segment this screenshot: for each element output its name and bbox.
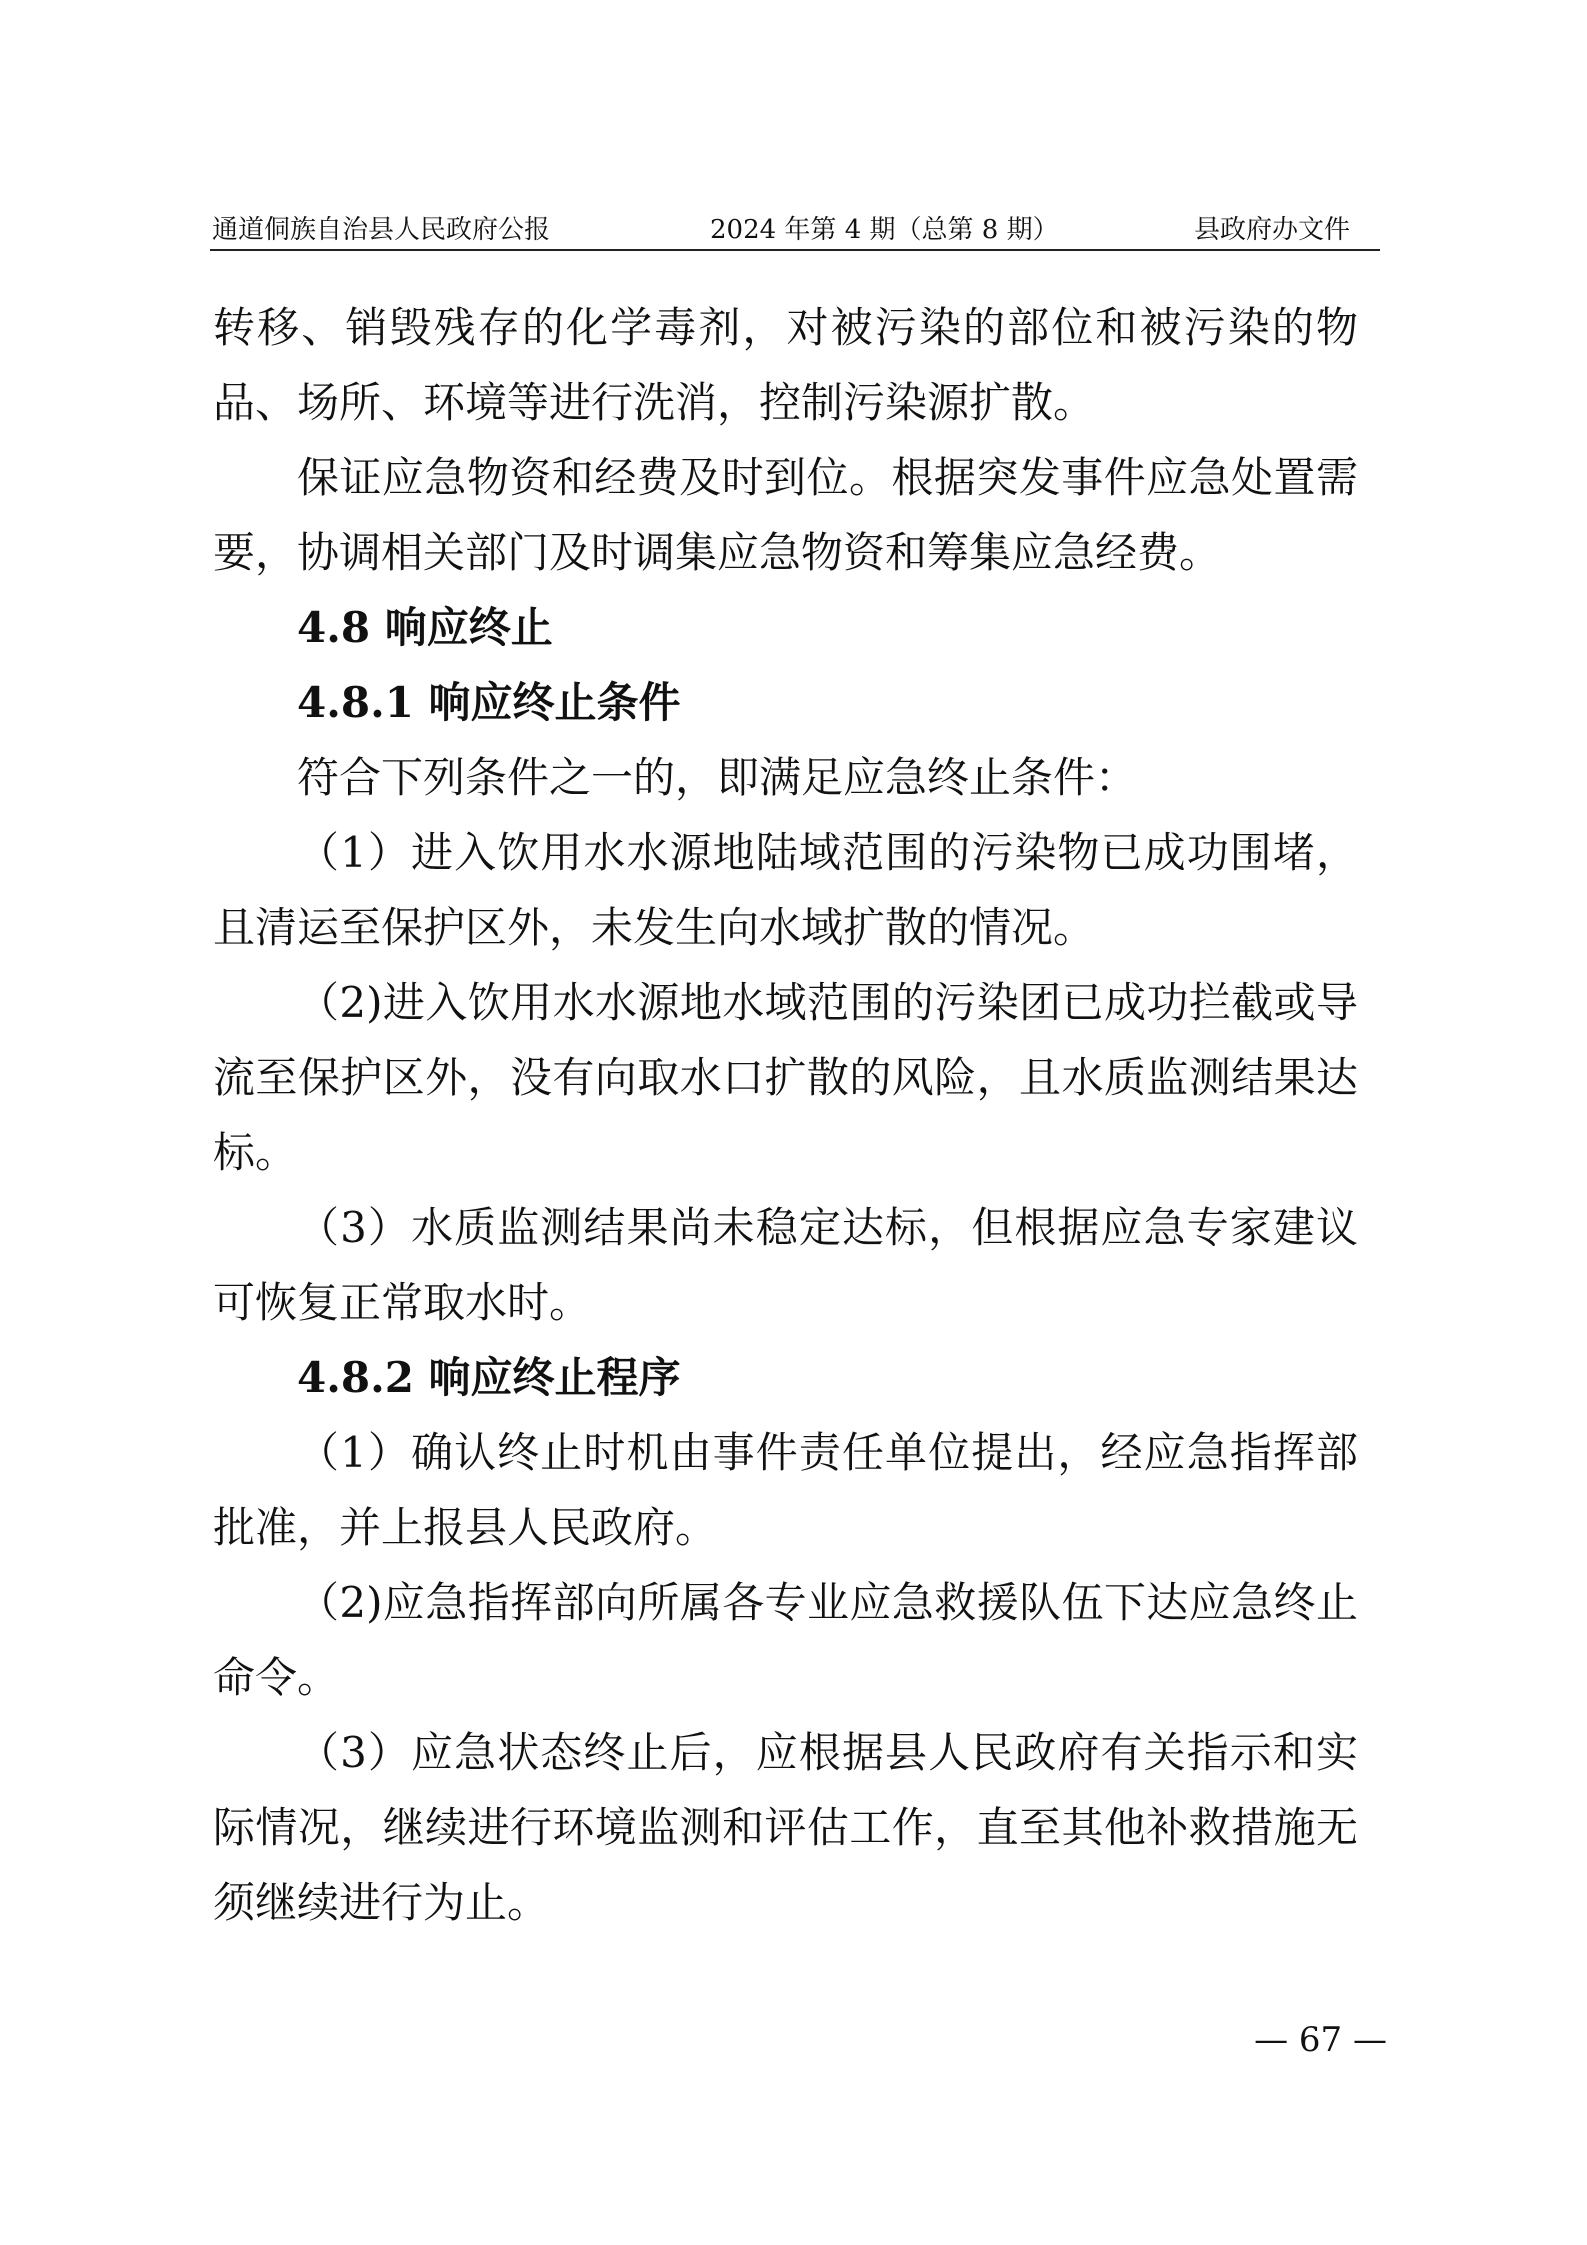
paragraph-procedure-2: （2)应急指挥部向所属各专业应急救援队伍下达应急终止命令。: [213, 1578, 1358, 1702]
header-document-category: 县政府办文件: [1193, 215, 1350, 245]
paragraph-procedure-1: （1）确认终止时机由事件责任单位提出，经应急指挥部批准，并上报县人民政府。: [213, 1428, 1358, 1552]
paragraph-conditions-intro: 符合下列条件之一的，即满足应急终止条件：: [297, 753, 1138, 802]
header-publication-title: 通道侗族自治县人民政府公报: [212, 215, 551, 245]
header-issue-info: 2024 年第 4 期（总第 8 期）: [710, 215, 1059, 245]
section-heading-4-8-1: 4.8.1 响应终止条件: [297, 678, 681, 727]
paragraph-supplies-funding: 保证应急物资和经费及时到位。根据突发事件应急处置需要，协调相关部门及时调集应急物资和筹集应急经费。: [213, 453, 1358, 577]
paragraph-condition-2: （2)进入饮用水水源地水域范围的污染团已成功拦截或导流至保护区外，没有向取水口扩散的风险，且水质监测结果达标。: [213, 978, 1358, 1177]
document-body: [213, 290, 1358, 1940]
page-header: [210, 211, 1380, 251]
paragraph-procedure-3: （3）应急状态终止后，应根据县人民政府有关指示和实际情况，继续进行环境监测和评估工作，直至其他补救措施无须继续进行为止。: [213, 1728, 1358, 1927]
paragraph-decontamination: 转移、销毁残存的化学毒剂，对被污染的部位和被污染的物品、场所、环境等进行洗消，控制污染源扩散。: [213, 303, 1358, 427]
page-number: — 67 —: [1254, 2020, 1387, 2060]
section-heading-4-8: 4.8 响应终止: [297, 603, 553, 652]
paragraph-condition-1: （1）进入饮用水水源地陆域范围的污染物已成功围堵，且清运至保护区外，未发生向水域扩散的情况。: [213, 828, 1358, 952]
section-heading-4-8-2: 4.8.2 响应终止程序: [297, 1353, 681, 1402]
paragraph-condition-3: （3）水质监测结果尚未稳定达标，但根据应急专家建议可恢复正常取水时。: [213, 1203, 1358, 1327]
